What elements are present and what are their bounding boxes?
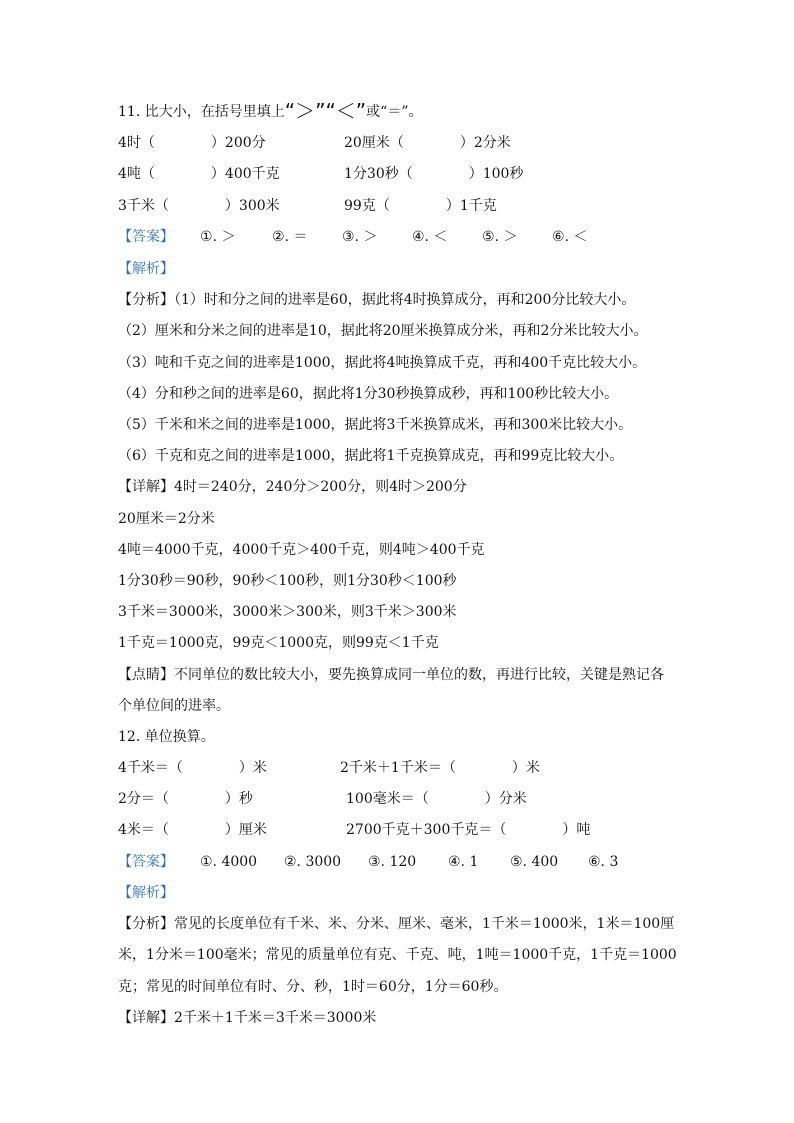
answer-item: ④. 1: [448, 854, 479, 870]
answer-item: ①. 4000: [200, 854, 258, 870]
q11-fenxi-3: （3）吨和千克之间的进率是1000，据此将4吨换算成千克，再和400千克比较大小。: [118, 355, 647, 371]
answer-item: ②. 3000: [284, 854, 342, 870]
answer-item: ⑤. ＞: [482, 229, 518, 245]
q11-detail-2: 20厘米＝2分米: [118, 511, 215, 527]
q11-detail-1: 【详解】4时＝240分，240分＞200分，则4时＞200分: [118, 479, 467, 495]
answer-item: ⑥. 3: [588, 854, 619, 870]
answer-label: 【答案】: [118, 229, 174, 245]
q11-dianjing-2: 个单位间的进率。: [118, 698, 230, 714]
q11-title-symbols: “＞”“＜”: [284, 99, 367, 123]
answer-label: 【答案】: [118, 854, 174, 870]
q12-title: 12. 单位换算。: [118, 729, 215, 745]
q11-fenxi-4: （4）分和秒之间的进率是60，据此将1分30秒换算成秒，再和100秒比较大小。: [118, 386, 619, 402]
detail-label: 【详解】: [118, 1010, 174, 1026]
q11-detail-5: 3千米＝3000米，3000米＞300米，则3千米＞300米: [118, 604, 457, 620]
q12-fenxi-1: 【分析】常见的长度单位有千米、米、分米、厘米、毫米，1千米＝1000米，1米＝100厘: [118, 916, 675, 932]
document-page: 11. 比大小，在括号里填上“＞”“＜”或“＝”。 4时（ ）200分 20厘米（ ）2分米 4吨（ ）400千克 1分30秒（ ）100秒 3千米（ ）300米 99克（ ）1千克 【答案】 ①. ＞ ②. ＝ ③. ＞ ④. ＜ ⑤. ＞ ⑥. ＜ 【解析】 【分析】（1）时和分之间的进率是60，据此将4时换算成分，再和200分比较大小。 （2）厘米和分米之间的进率是10，据此将20厘米换算成分米，再和2分米比较大小。 （3）吨和千克之间的进率是1000，据此将4吨换算成千克，再和400千克比较大小。 （4）分和秒之间的进率是60，据此将1分30秒换算成秒，再和100秒比较大小。 （5）千米和米之间的进率是1000，据此将3千米换算成米，再和300米比较大小。 （6）千克和克之间的进率是1000，据此将1千克换算成克，再和99克比较大小。 【详解】4时＝240分，240分＞200分，则4时＞200分 20厘米＝2分米 4吨＝4000千克，4000千克＞400千克，则4吨＞400千克 1分30秒＝90秒，90秒＜100秒，则1分30秒＜100秒 3千米＝3000米，3000米＞300米，则3千米＞300米 1千克＝1000克，99克＜1000克，则99克＜1千克 【点睛】不同单位的数比较大小，要先换算成同一单位的数，再进行比较，关键是熟记各 个单位间的进率。 12. 单位换算。 4千米＝（ ）米 2千米＋1千米＝（ ）米 2分＝（ ）秒 100毫米＝（ ）分米 4米＝（ ）厘米 2700千克＋300千克＝（ ）吨 【答案】 ①. 4000 ②. 3000 ③. 120 ④. 1 ⑤. 400 ⑥. 3 【解析】 【分析】常见的长度单位有千米、米、分米、厘米、毫米，1千米＝1000米，1米＝100厘 米，1分米＝100毫米；常见的质量单位有克、千克、吨，1吨＝1000千克，1千克＝1000 克；常见的时间单位有时、分、秒，1时＝60分，1分＝60秒。 【详解】2千米＋1千米＝3千米＝3000米: [118, 99, 677, 1026]
fenxi-label: 【分析】: [118, 916, 174, 932]
answer-item: ②. ＝: [272, 229, 308, 245]
q11-detail-6: 1千克＝1000克，99克＜1000克，则99克＜1千克: [118, 635, 439, 651]
q11-analysis-label: 【解析】: [118, 261, 174, 277]
q11-fenxi-6: （6）千克和克之间的进率是1000，据此将1千克换算成克，再和99克比较大小。: [118, 448, 624, 464]
q11-fenxi-2: （2）厘米和分米之间的进率是10，据此将20厘米换算成分米，再和2分米比较大小。: [118, 323, 648, 339]
q11-detail-4: 1分30秒＝90秒，90秒＜100秒，则1分30秒＜100秒: [118, 573, 457, 589]
answer-item: ③. ＞: [342, 229, 378, 245]
answer-item: ①. ＞: [200, 229, 236, 245]
answer-item: ④. ＜: [412, 229, 448, 245]
detail-label: 【详解】: [118, 479, 174, 495]
q11-fenxi-1: 【分析】（1）时和分之间的进率是60，据此将4时换算成分，再和200分比较大小。: [118, 292, 636, 308]
q12-fenxi-2: 米，1分米＝100毫米；常见的质量单位有克、千克、吨，1吨＝1000千克，1千克＝1000: [118, 947, 677, 963]
answer-item: ⑥. ＜: [552, 229, 588, 245]
q12-analysis-label: 【解析】: [118, 885, 174, 901]
q12-fenxi-3: 克；常见的时间单位有时、分、秒，1时＝60分，1分＝60秒。: [118, 979, 508, 995]
q11-detail-3: 4吨＝4000千克，4000千克＞400千克，则4吨＞400千克: [118, 542, 485, 558]
q12-detail-1: 【详解】2千米＋1千米＝3千米＝3000米: [118, 1010, 377, 1026]
answer-item: ③. 120: [368, 854, 417, 870]
q11-dianjing-1: 【点睛】不同单位的数比较大小，要先换算成同一单位的数，再进行比较，关键是熟记各: [118, 667, 664, 683]
q11-title: 11. 比大小，在括号里填上“＞”“＜”或“＝”。: [118, 99, 423, 123]
fenxi-label: 【分析】: [118, 292, 174, 308]
dianjing-label: 【点睛】: [118, 667, 174, 683]
q11-fenxi-5: （5）千米和米之间的进率是1000，据此将3千米换算成米，再和300米比较大小。: [118, 417, 633, 433]
answer-item: ⑤. 400: [510, 854, 559, 870]
